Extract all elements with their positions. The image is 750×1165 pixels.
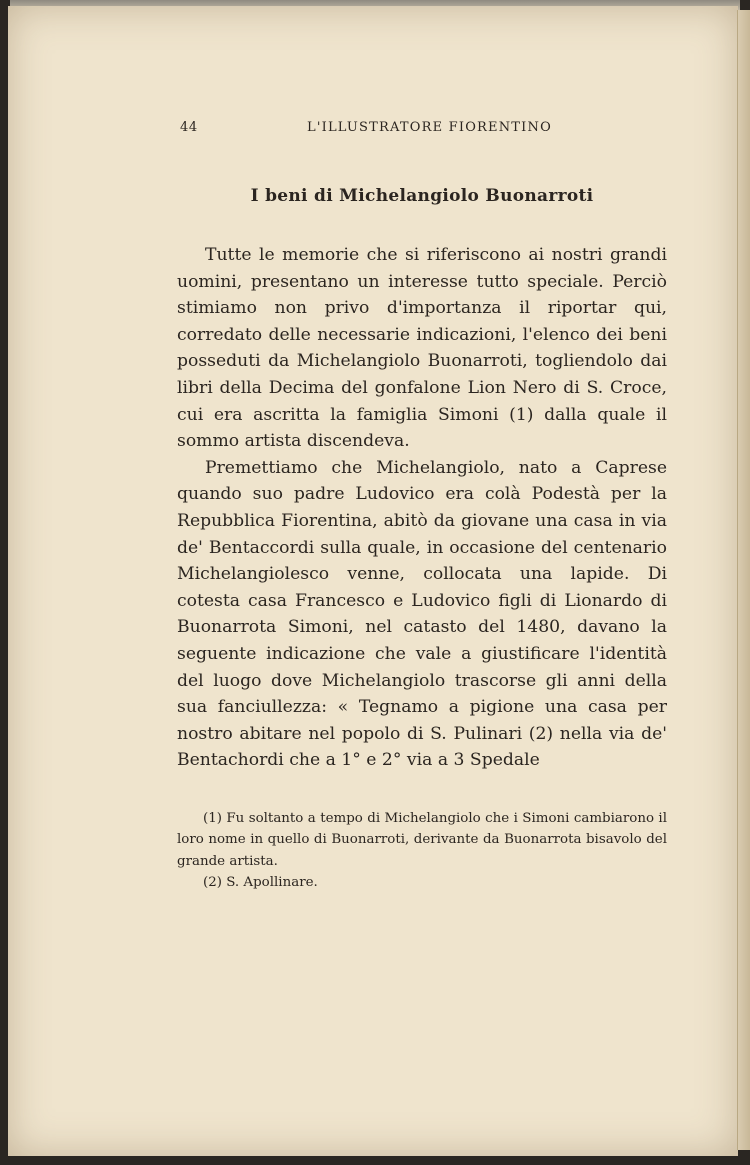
footnote: (1) Fu soltanto a tempo di Michelangiolo che i Simoni cambiarono il loro nome in quello di Buonarroti, derivante da Buonarrota bisavolo del grande artista. (177, 810, 667, 869)
page-edge (737, 10, 750, 1150)
footnote: (2) S. Apollinare. (203, 875, 318, 891)
running-head (177, 110, 667, 134)
text-block (177, 110, 667, 894)
journal-title: L'ILLUSTRATORE FIORENTINO (307, 120, 552, 135)
paragraph: Premettiamo che Michelangiolo, nato a Caprese quando suo padre Ludovico era colà Podestà per la Repubblica Fiorentina, abitò da giovane una casa in via de' Bentaccordi sulla quale, in occasione del centenario Michelangiolesco venne, collocata una lapide. Di cotesta casa Francesco e Ludovico figli di Lionardo di Buonarrota Simoni, nel catasto del 1480, davano la seguente indicazione che vale a giustificare l'identità del luogo dove Michelangiolo trascorse gli anni della sua fanciullezza: « Tegnamo a pigione una casa per nostro abitare nel popolo di S. Pulinari (2) nella via de' Bentachordi che a 1° e 2° via a 3 Spedale (177, 457, 667, 771)
article-body (177, 242, 667, 774)
page-number: 44 (180, 120, 198, 135)
footnotes (177, 808, 667, 894)
paragraph: Tutte le memorie che si riferiscono ai nostri grandi uomini, presentano un interesse tutto speciale. Perciò stimiamo non privo d'importanza il riportar qui, corredato delle necessarie indicazioni, l'elenco dei beni posseduti da Michelangiolo Buonarroti, togliendolo dai libri della Decima del gonfalone Lion Nero di S. Croce, cui era ascritta la famiglia Simoni (1) dalla quale il sommo artista discendeva. (177, 245, 667, 452)
article-title: I beni di Michelangiolo Buonarroti (250, 186, 594, 206)
